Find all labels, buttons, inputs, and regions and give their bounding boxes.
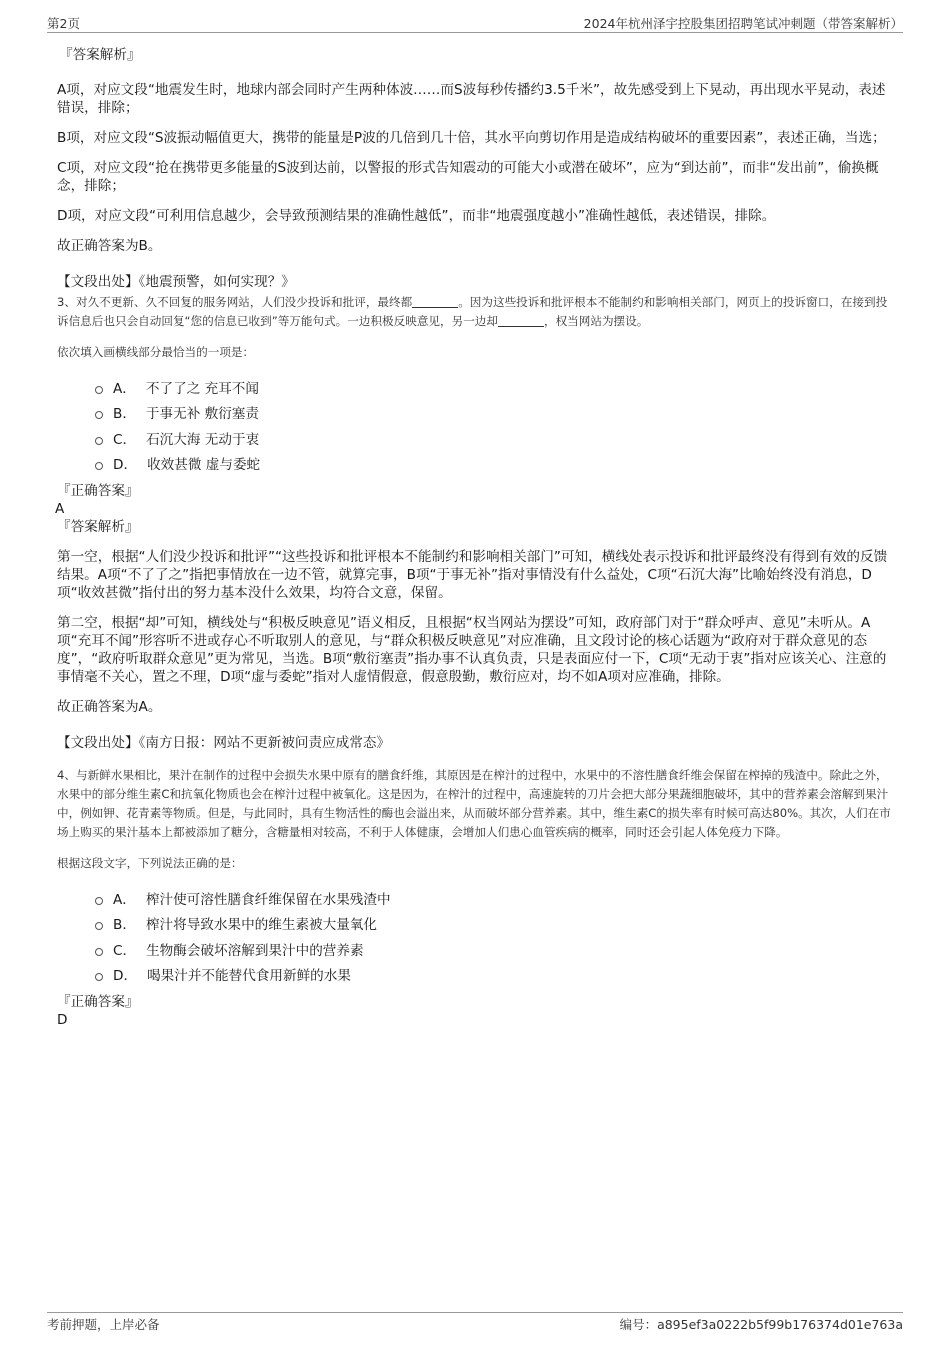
option-text: 榨汁将导致水果中的维生素被大量氧化	[145, 917, 378, 934]
question-3-text	[57, 293, 893, 331]
fill-blank	[498, 313, 544, 327]
option-text: 不了了之 充耳不闻	[145, 380, 259, 397]
analysis-paragraph: 第一空，根据“人们没少投诉和批评”“这些投诉和批评根本不能制约和影响相关部门”可知，横线处表示投诉和批评最终没有得到有效的反馈结果。A项“不了了之”指把事情放在一边不管，就算完事，B项“于事无补”指对事情没有什么益处，C项“石沉大海”比喻始终没有消息，D项“收效甚微”指付出的努力基本没什么效果，均符合文意，保留。	[57, 549, 888, 601]
question-prompt: 依次填入画横线部分最恰当的一项是：	[57, 345, 255, 359]
radio-icon[interactable]	[95, 437, 103, 445]
analysis-paragraph: D项，对应文段“可利用信息越少，会导致预测结果的准确性越低”，而非“地震强度越小”准确性越低，表述错误，排除。	[57, 208, 776, 224]
options-list	[95, 374, 893, 476]
correct-answer: D	[57, 1012, 68, 1028]
analysis-label: 『答案解析』	[57, 519, 139, 535]
question-text-part: 。因为这些投诉和批评根本不能制约和影响相关部门，网页上的	[458, 295, 783, 309]
document-code: 编号：a895ef3a0222b5f99b176374d01e763a	[619, 1317, 903, 1332]
fill-blank	[412, 294, 458, 308]
analysis-label: 『答案解析』	[59, 47, 141, 63]
footer-slogan: 考前押题，上岸必备	[47, 1317, 160, 1332]
answer-conclusion: 故正确答案为B。	[57, 238, 162, 254]
option-letter: C．	[113, 942, 137, 959]
option-b[interactable]	[95, 400, 893, 426]
options-list	[95, 885, 893, 987]
correct-answer-label: 『正确答案』	[57, 483, 139, 499]
option-c[interactable]	[95, 936, 893, 962]
question-text-part: ，权当网站为摆设。	[543, 314, 649, 328]
answer-conclusion: 故正确答案为A。	[57, 699, 162, 715]
page-footer	[47, 1312, 903, 1333]
radio-icon[interactable]	[95, 922, 103, 930]
document-title: 2024年杭州泽宇控股集团招聘笔试冲刺题（带答案解析）	[583, 16, 903, 31]
option-a[interactable]	[95, 885, 893, 911]
option-text: 生物酶会破坏溶解到果汁中的营养素	[146, 942, 364, 959]
page-number: 第2页	[47, 16, 80, 31]
option-letter: D．	[113, 968, 138, 985]
option-letter: D．	[113, 457, 138, 474]
radio-icon[interactable]	[95, 897, 103, 905]
page-header	[47, 12, 903, 33]
option-text: 榨汁使可溶性膳食纤维保留在水果残渣中	[145, 891, 391, 908]
option-letter: B．	[113, 406, 136, 423]
question-prompt: 根据这段文字，下列说法正确的是：	[57, 856, 243, 870]
analysis-paragraph: 第二空，根据“却”可知，横线处与“积极反映意见”语义相反，且根据“权当网站为摆设”可知，政府部门对于“群众呼声、意见”未听从。A项“充耳不闻”形容听不进或存心不听取别人的意见，与“群众积极反映意见”对应准确，且文段讨论的核心话题为“政府对于群众意见的态度”，“政府听取群众意见”更为常见，当选。B项“敷衍塞责”指办事不认真负责，只是表面应付一下，C项“无动于衷”指对应该关心、注意的事情毫不关心，置之不理，D项“虚与委蛇”指对人虚情假意，假意殷勤，敷衍应对，均不如A项对应准确，排除。	[57, 615, 887, 685]
radio-icon[interactable]	[95, 948, 103, 956]
option-d[interactable]	[95, 451, 893, 477]
radio-icon[interactable]	[95, 462, 103, 470]
option-text: 石沉大海 无动于衷	[146, 431, 260, 448]
analysis-paragraph: B项，对应文段“S波振动幅值更大，携带的能量是P波的几倍到几十倍，其水平向剪切作用是造成结构破坏的重要因素”，表述正确，当选；	[57, 130, 886, 146]
option-d[interactable]	[95, 962, 893, 988]
option-letter: C．	[113, 431, 137, 448]
option-text: 喝果汁并不能替代食用新鲜的水果	[147, 968, 351, 985]
question-4-text: 4、与新鲜水果相比，果汁在制作的过程中会损失水果中原有的膳食纤维，其原因是在榨汁的过程中，水果中的不溶性膳食纤维会保留在榨掉的残渣中。除此之外，水果中的部分维生素C和抗氧化物质也会在榨汁过程中被氧化。这是因为，在榨汁的过程中，高速旋转的刀片会把大部分果蔬细胞破坏，其中的营养素会溶解到果汁中，例如钾、花青素等物质。但是，与此同时，具有生物活性的酶也会溢出来，从而破坏部分营养素。其中，维生素C的损失率有时候可高达80%。其次，人们在市场上购买的果汁基本上都被添加了糖分，含糖量相对较高，不利于人体健康，会增加人们患心血管疾病的概率，同时还会引起人体免疫力下降。	[57, 768, 891, 839]
radio-icon[interactable]	[95, 411, 103, 419]
source-citation: 【文段出处】《地震预警，如何实现？》	[57, 274, 295, 290]
option-c[interactable]	[95, 425, 893, 451]
option-letter: B．	[113, 917, 136, 934]
radio-icon[interactable]	[95, 386, 103, 394]
option-letter: A．	[113, 380, 136, 397]
radio-icon[interactable]	[95, 973, 103, 981]
main-content	[57, 46, 893, 1029]
analysis-paragraph: A项，对应文段“地震发生时，地球内部会同时产生两种体波……而S波每秒传播约3.5千米”，故先感受到上下晃动，再出现水平晃动，表述错误，排除；	[57, 82, 886, 116]
question-text-part: 投诉窗口，在接到投诉信息后也只会自动回复“您的信息已收到”等万能句式。一边积极反映意见，另一边却	[57, 295, 888, 328]
option-letter: A．	[113, 891, 136, 908]
source-citation: 【文段出处】《南方日报：网站不更新被问责应成常态》	[57, 735, 391, 751]
correct-answer-label: 『正确答案』	[57, 994, 139, 1010]
option-text: 收效甚微 虚与委蛇	[147, 457, 261, 474]
analysis-paragraph: C项，对应文段“抢在携带更多能量的S波到达前，以警报的形式告知震动的可能大小或潜在破坏”，应为“到达前”，而非“发出前”，偷换概念，排除；	[57, 160, 879, 194]
option-a[interactable]	[95, 374, 893, 400]
option-text: 于事无补 敷衍塞责	[145, 406, 259, 423]
option-b[interactable]	[95, 911, 893, 937]
correct-answer: A	[55, 501, 65, 517]
question-text-part: 3、对久不更新、久不回复的服务网站，人们没少投诉和批评，最终都	[57, 295, 413, 309]
